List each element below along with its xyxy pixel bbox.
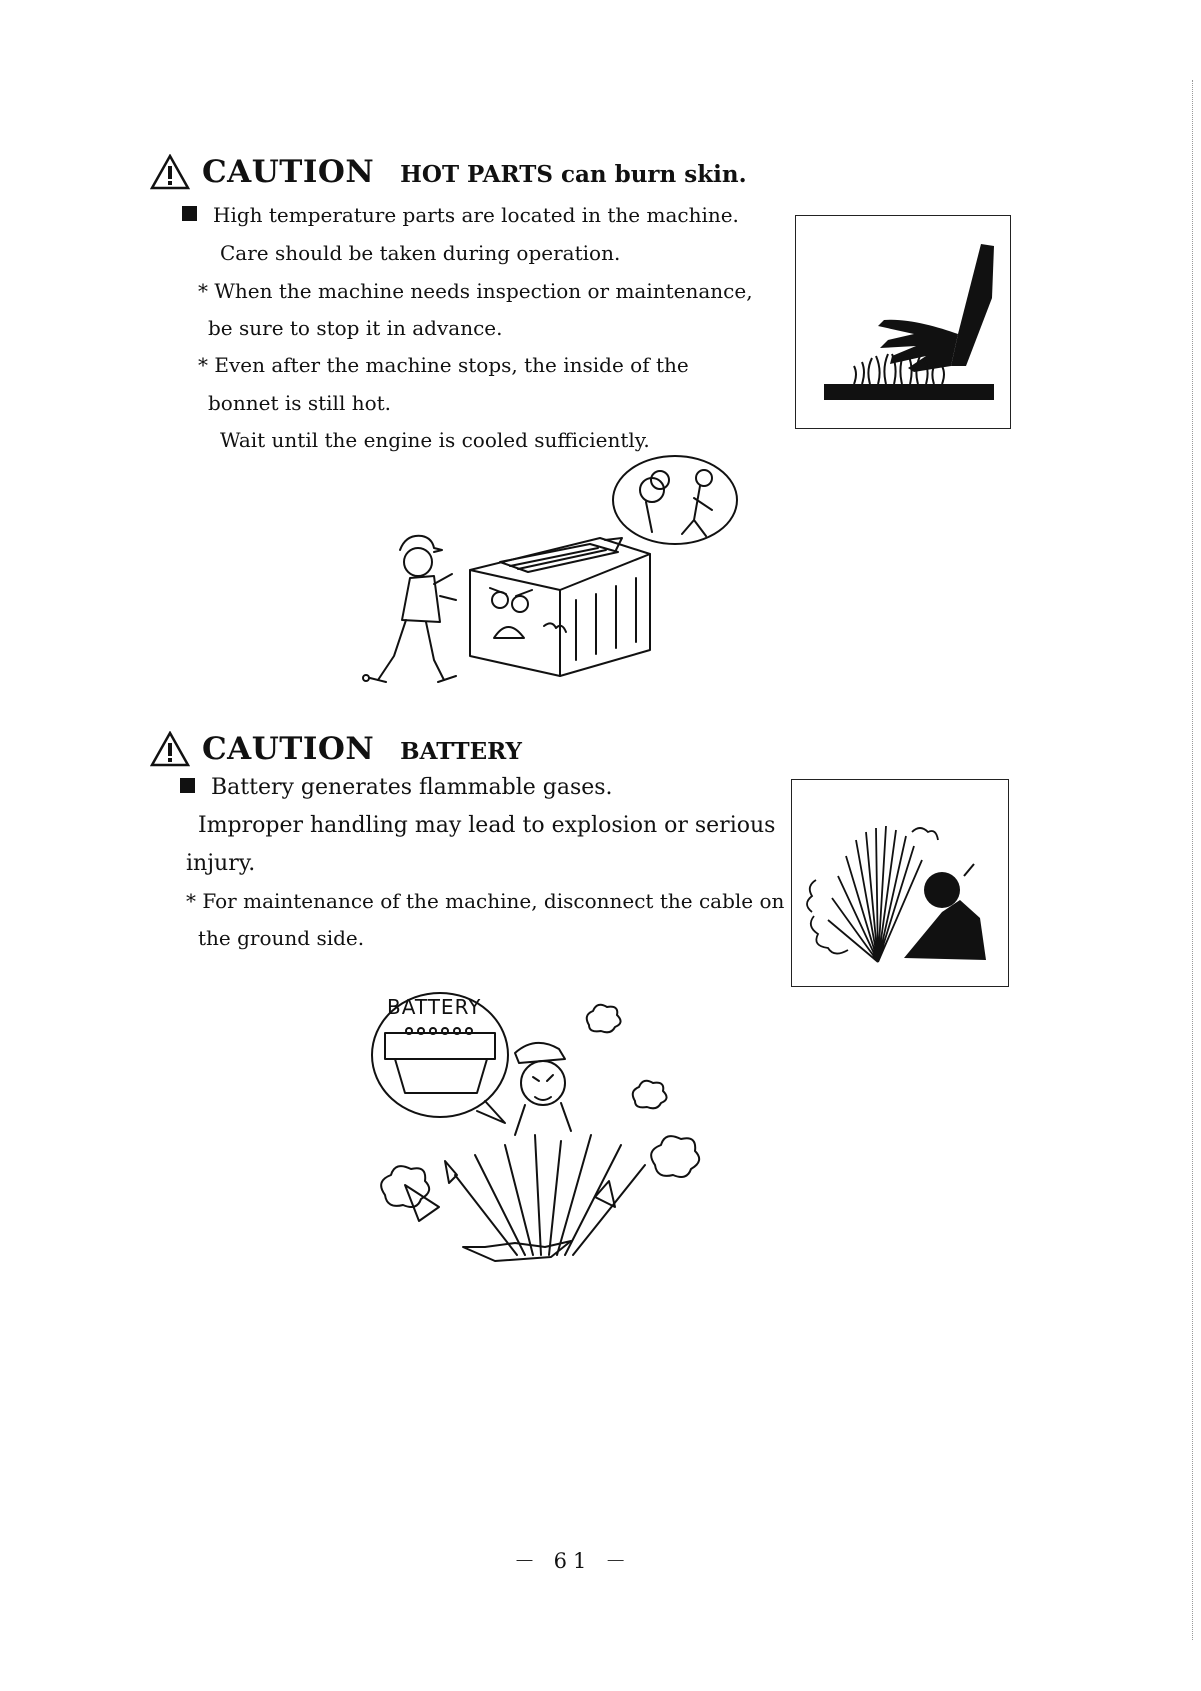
caution-1-line-7: Wait until the engine is cooled sufficiently.: [220, 428, 650, 452]
worker-near-hot-machine-illustration: [360, 450, 760, 730]
battery-label: BATTERY: [387, 995, 482, 1019]
battery-explosion-illustration: [365, 985, 715, 1275]
caution-2-line-4: * For maintenance of the machine, disconnect the cable on: [186, 889, 785, 913]
caution-2-line-5: the ground side.: [198, 926, 365, 950]
caution-1-line-2: Care should be taken during operation.: [220, 241, 621, 265]
caution-2-subtitle: BATTERY: [400, 738, 522, 765]
square-bullet-icon: [180, 778, 195, 793]
caution-2-line-1: Battery generates flammable gases.: [180, 777, 613, 799]
hot-surface-pictogram: [795, 215, 1011, 429]
caution-1-line-5: * Even after the machine stops, the inside of the: [198, 353, 689, 377]
page-number: － 61 －: [514, 1549, 633, 1573]
caution-1-header: [150, 154, 747, 190]
caution-1-subtitle: HOT PARTS can burn skin.: [400, 161, 747, 188]
battery-explosion-pictogram: [791, 779, 1009, 987]
warning-triangle-icon: [150, 731, 190, 767]
caution-2-line-3: injury.: [186, 851, 256, 876]
caution-2-title: CAUTION: [202, 731, 375, 767]
battery-explosion-icon: [792, 780, 1008, 986]
caution-1-line-4: be sure to stop it in advance.: [208, 316, 503, 340]
caution-1-line-1: High temperature parts are located in the machine.: [182, 205, 739, 225]
caution-1-line-6: bonnet is still hot.: [208, 391, 392, 415]
warning-triangle-icon: [150, 154, 190, 190]
caution-1-line-3: * When the machine needs inspection or maintenance,: [198, 279, 753, 303]
caution-2-header: [150, 731, 522, 767]
caution-2-line-2: Improper handling may lead to explosion or serious: [198, 813, 776, 838]
scan-edge: [1192, 80, 1193, 1640]
caution-1-title: CAUTION: [202, 154, 375, 190]
hot-surface-hand-icon: [796, 216, 1010, 428]
square-bullet-icon: [182, 206, 197, 221]
